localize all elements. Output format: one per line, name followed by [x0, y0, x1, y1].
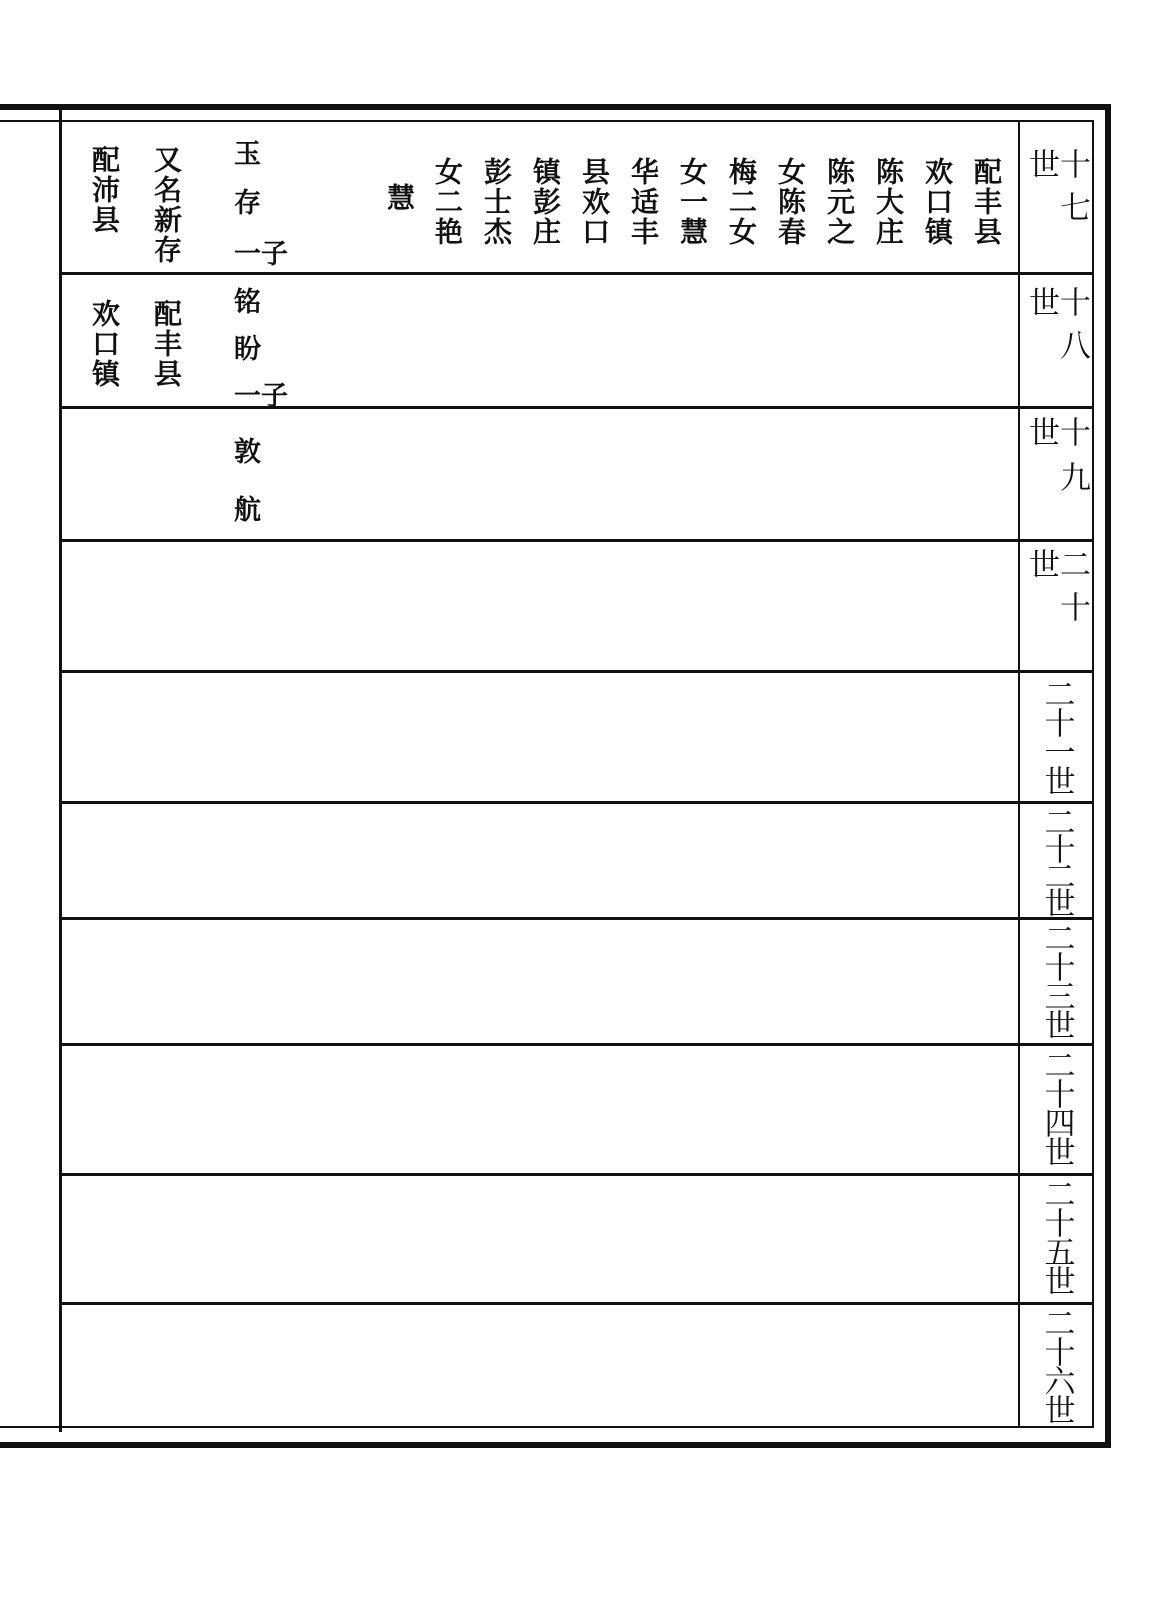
entry-column: 华适丰 [627, 157, 660, 247]
row-divider [60, 272, 1094, 275]
generation-label-24 [1020, 1049, 1092, 1169]
entry-column: 慧 [383, 183, 416, 213]
person-name-note: 一子 [234, 239, 288, 270]
generation-label: 二十一世 [1038, 678, 1075, 794]
entry-column: 女一慧 [676, 157, 709, 247]
generation-label: 十九世 [1023, 416, 1090, 506]
row-divider [60, 1302, 1094, 1305]
entry-column: 彭士杰 [480, 157, 513, 247]
generation-label-21 [1020, 678, 1092, 794]
row-divider [60, 917, 1094, 920]
person-name-char: 铭 [234, 287, 261, 318]
spouse-note: 欢口镇 [88, 299, 121, 389]
generation-label-20 [1020, 548, 1092, 664]
person-name-char: 玉 [234, 139, 261, 170]
generation-label: 二十三世 [1038, 922, 1075, 1038]
entry-column: 镇彭庄 [529, 157, 562, 247]
generation-label-26 [1020, 1307, 1092, 1423]
generation-label-17 [1020, 148, 1092, 266]
person-name-char: 航 [234, 495, 261, 526]
entry-column: 配丰县 [970, 157, 1003, 247]
generation-label-18 [1020, 286, 1092, 402]
row-divider [60, 670, 1094, 673]
entry-column: 女陈春 [774, 157, 807, 247]
row-divider [60, 539, 1094, 542]
row-divider [60, 406, 1094, 409]
person-name-char: 存 [234, 188, 261, 219]
person-name-char: 盼 [234, 334, 261, 365]
person-name-note: 一子 [234, 381, 288, 412]
generation-label-22 [1020, 806, 1092, 914]
spouse-note: 配沛县 [88, 145, 121, 235]
entry-column: 县欢口 [578, 157, 611, 247]
generation-label-25 [1020, 1178, 1092, 1298]
entry-column: 梅二女 [725, 157, 758, 247]
generation-label: 二十六世 [1038, 1307, 1075, 1423]
generation-label-19 [1020, 416, 1092, 534]
row-divider [60, 1173, 1094, 1176]
spouse-note: 配丰县 [150, 299, 183, 389]
generation-label: 二十五世 [1038, 1178, 1075, 1294]
row-divider [60, 801, 1094, 804]
entry-column: 陈元之 [823, 157, 856, 247]
entry-column: 陈大庄 [872, 157, 905, 247]
alias-note: 又名新存 [150, 145, 183, 265]
row-divider [60, 1043, 1094, 1046]
entry-column: 女二艳 [431, 157, 464, 247]
generation-label: 十七世 [1023, 148, 1090, 234]
generation-label: 二十四世 [1038, 1049, 1075, 1165]
entry-column: 欢口镇 [921, 157, 954, 247]
generation-label: 二十世 [1023, 548, 1090, 634]
generation-label-23 [1020, 922, 1092, 1040]
left-margin-line [59, 110, 62, 1432]
person-name-char: 敦 [234, 437, 261, 468]
generation-label: 二十二世 [1038, 806, 1075, 914]
generation-label: 十八世 [1023, 286, 1090, 372]
